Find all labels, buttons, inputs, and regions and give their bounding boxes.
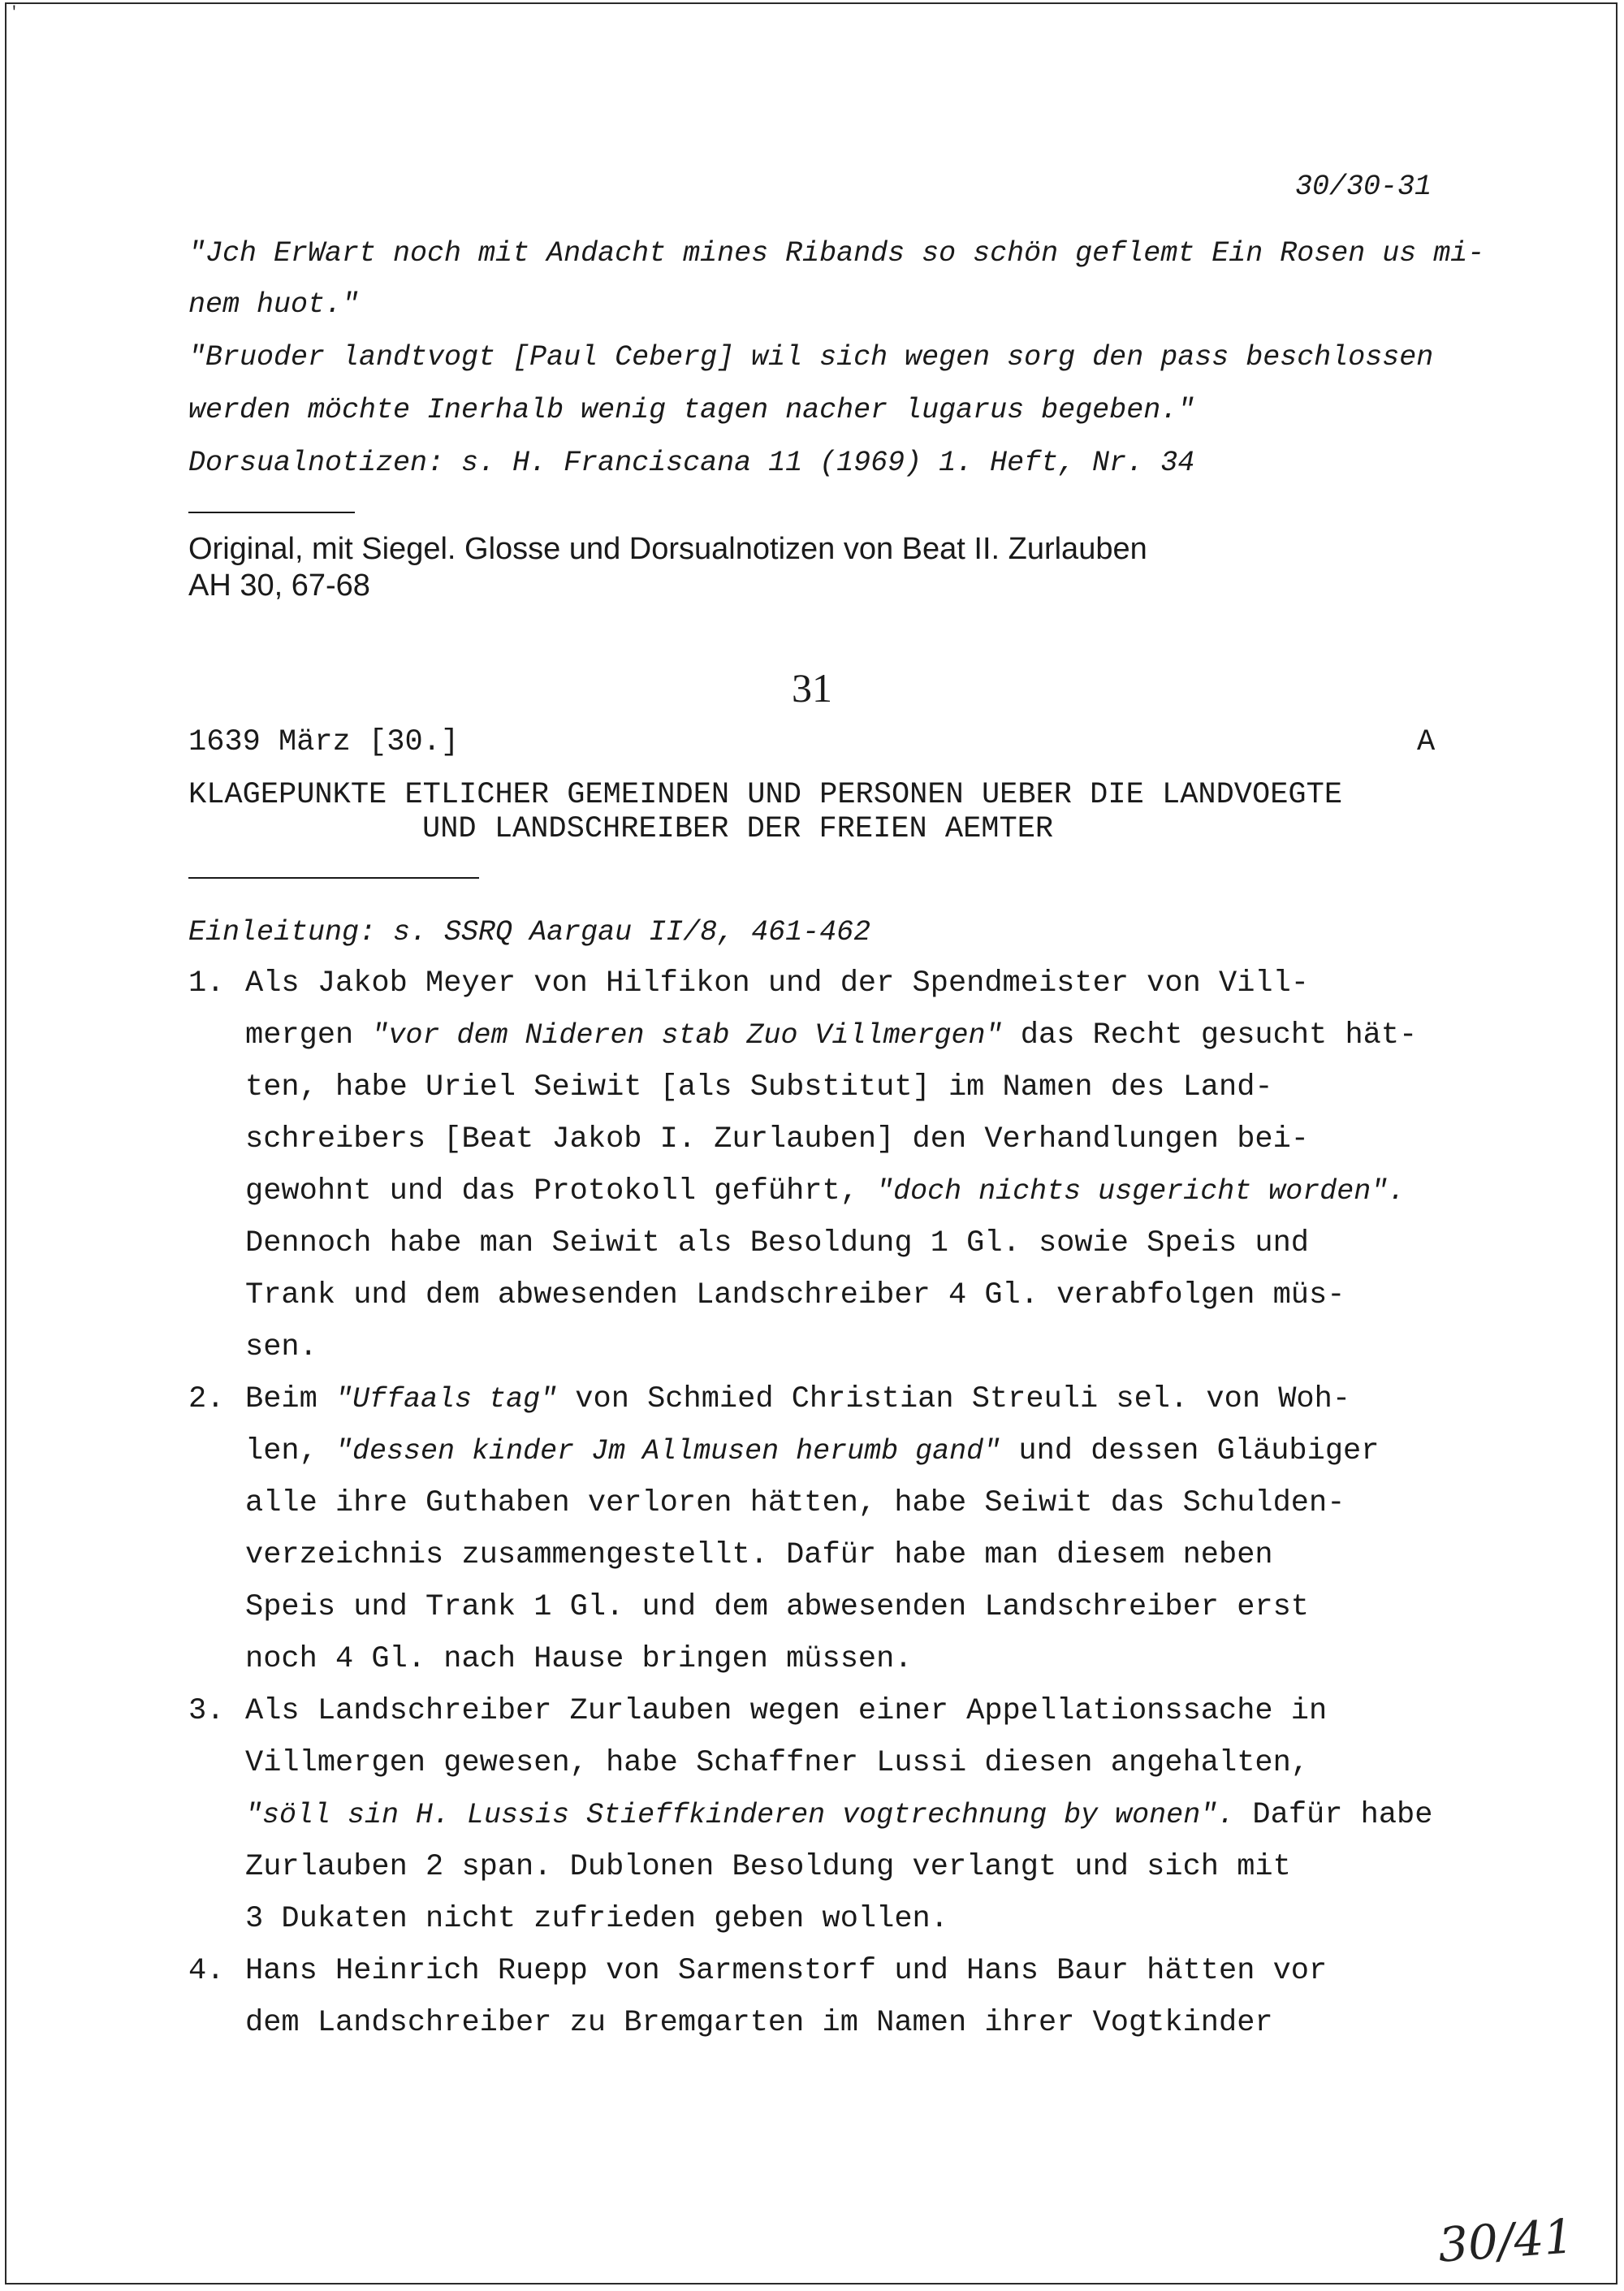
item-3-number: 3. <box>188 1694 225 1728</box>
quote-2-line-1: "Bruoder landtvogt [Paul Ceberg] wil sich wegen sorg den pass beschlossen <box>188 341 1434 374</box>
quote-1-line-2: nem huot." <box>188 288 360 321</box>
item-2-line-6: noch 4 Gl. nach Hause bringen müssen. <box>245 1642 913 1676</box>
document-title-line-2: UND LANDSCHREIBER DER FREIEN AEMTER <box>422 812 1054 846</box>
item-1-number: 1. <box>188 966 225 1001</box>
item-4-line-2: dem Landschreiber zu Bremgarten im Namen ihrer Vogtkinder <box>245 2006 1273 2040</box>
item-1-line-8: sen. <box>245 1330 317 1364</box>
item-2-line-3: alle ihre Guthaben verloren hätten, habe Seiwit das Schulden- <box>245 1486 1345 1520</box>
item-3-line-3: "söll sin H. Lussis Stieffkinderen vogtrechnung by wonen". Dafür habe <box>245 1798 1433 1832</box>
handwritten-page-number: 30/41 <box>1436 2208 1576 2273</box>
item-2-line-4: verzeichnis zusammengestellt. Dafür habe man diesem neben <box>245 1538 1273 1572</box>
item-1-line-3: ten, habe Uriel Seiwit [als Substitut] im Namen des Land- <box>245 1070 1273 1104</box>
item-2-line-1: Beim "Uffaals tag" von Schmied Christian Streuli sel. von Woh- <box>245 1382 1351 1416</box>
item-3-line-5: 3 Dukaten nicht zufrieden geben wollen. <box>245 1902 948 1936</box>
page-reference: 30/30-31 <box>1295 171 1432 203</box>
item-1-line-1: Als Jakob Meyer von Hilfikon und der Spendmeister von Vill- <box>245 966 1310 1001</box>
item-1-line-4: schreibers [Beat Jakob I. Zurlauben] den Verhandlungen bei- <box>245 1122 1310 1156</box>
item-2-number: 2. <box>188 1382 225 1416</box>
item-1-line-6: Dennoch habe man Seiwit als Besoldung 1 Gl. sowie Speis und <box>245 1226 1310 1260</box>
item-3-line-4: Zurlauben 2 span. Dublonen Besoldung verlangt und sich mit <box>245 1850 1291 1884</box>
original-note-line-2: AH 30, 67-68 <box>188 568 370 603</box>
document-number: 31 <box>792 665 832 711</box>
item-3-line-1: Als Landschreiber Zurlauben wegen einer Appellationssache in <box>245 1694 1328 1728</box>
item-3-line-2: Villmergen gewesen, habe Schaffner Lussi diesen angehalten, <box>245 1746 1310 1780</box>
item-4-number: 4. <box>188 1954 225 1988</box>
corner-mark: ' <box>10 5 19 21</box>
document-date: 1639 März [30.] <box>188 725 460 759</box>
item-1-line-7: Trank und dem abwesenden Landschreiber 4 Gl. verabfolgen müs- <box>245 1278 1345 1312</box>
original-note-line-1: Original, mit Siegel. Glosse und Dorsualnotizen von Beat II. Zurlauben <box>188 532 1147 566</box>
document-title-line-1: KLAGEPUNKTE ETLICHER GEMEINDEN UND PERSONEN UEBER DIE LANDVOEGTE <box>188 778 1343 812</box>
quote-2-line-2: werden möchte Inerhalb wenig tagen nacher lugarus begeben." <box>188 394 1195 426</box>
item-2-line-5: Speis und Trank 1 Gl. und dem abwesenden Landschreiber erst <box>245 1590 1310 1624</box>
introduction-reference: Einleitung: s. SSRQ Aargau II/8, 461-462 <box>188 916 871 949</box>
item-1-line-5: gewohnt und das Protokoll geführt, "doch nichts usgericht worden". <box>245 1174 1406 1208</box>
separator-rule-1 <box>188 512 355 513</box>
item-4-line-1: Hans Heinrich Ruepp von Sarmenstorf und Hans Baur hätten vor <box>245 1954 1328 1988</box>
quote-1-line-1: "Jch ErWart noch mit Andacht mines Ribands so schön geflemt Ein Rosen us mi- <box>188 237 1485 270</box>
item-2-line-2: len, "dessen kinder Jm Allmusen herumb gand" und dessen Gläubiger <box>245 1434 1380 1468</box>
dorsual-notes: Dorsualnotizen: s. H. Franciscana 11 (1969) 1. Heft, Nr. 34 <box>188 447 1195 479</box>
item-1-line-2: mergen "vor dem Nideren stab Zuo Villmergen" das Recht gesucht hät- <box>245 1018 1418 1053</box>
document-letter: A <box>1417 725 1436 759</box>
separator-rule-2 <box>188 877 479 879</box>
